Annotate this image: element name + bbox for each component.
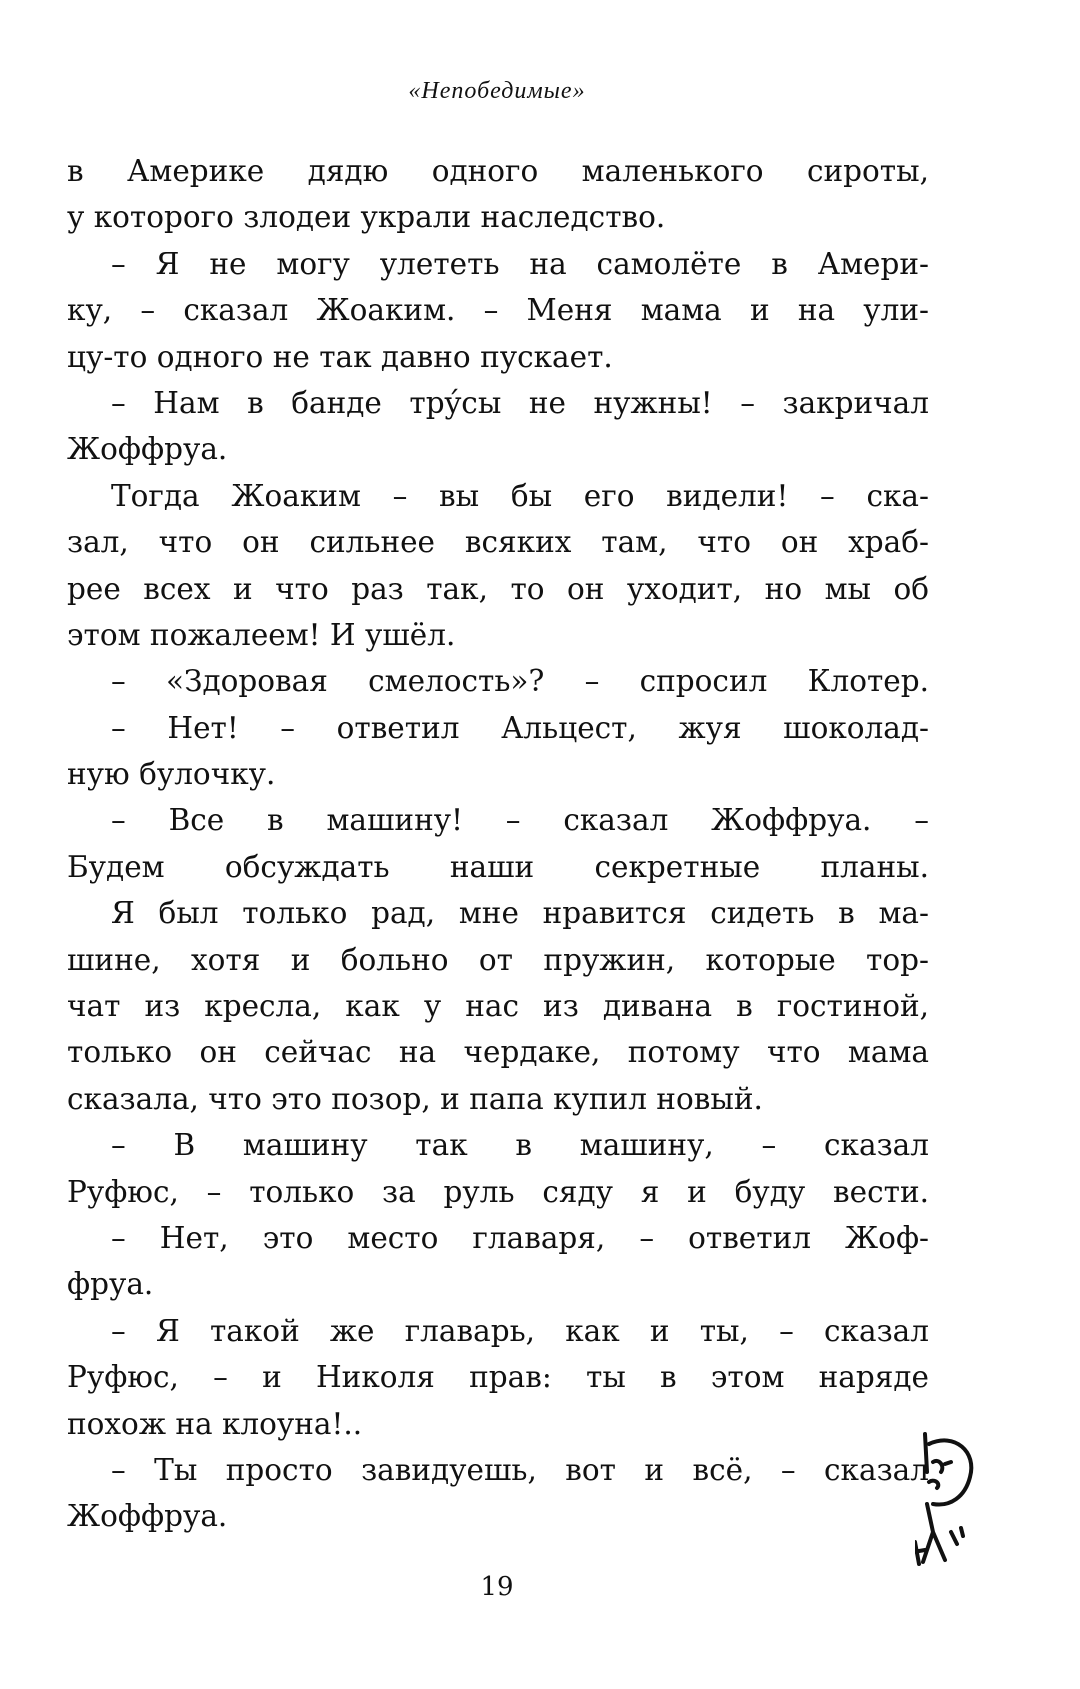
- text-line: Жоффруа.: [67, 432, 228, 467]
- text-line: сказала, что это позор, и папа купил новый.: [67, 1081, 763, 1116]
- text-line: – «Здоровая смелость»? – спросил Клотер.: [111, 664, 929, 699]
- text-line: ную булочку.: [67, 757, 276, 792]
- text-line: в Америке дядю одного маленького сироты,: [67, 154, 929, 188]
- text-line: – Нам в банде трýсы не нужны! – закричал: [111, 385, 929, 420]
- text-line: только он сейчас на чердаке, потому что мама: [67, 1035, 929, 1070]
- text-line: рее всех и что раз так, то он уходит, но мы об: [67, 571, 929, 606]
- text-line: ку, – сказал Жоаким. – Меня мама и на ули-: [67, 293, 929, 328]
- text-line: Я был только рад, мне нравится сидеть в ма-: [111, 896, 929, 931]
- body-text: [67, 148, 929, 1540]
- text-line: Будем обсуждать наши секретные планы.: [67, 849, 929, 884]
- text-line: фруа.: [67, 1267, 154, 1302]
- text-line: Жоффруа.: [67, 1499, 228, 1534]
- illustration-sketch: [915, 1432, 1035, 1572]
- text-line: зал, что он сильнее всяких там, что он храб-: [67, 525, 929, 560]
- running-header: «Непобедимые»: [408, 78, 586, 104]
- text-line: – Все в машину! – сказал Жоффруа. –: [111, 803, 929, 838]
- text-line: – Ты просто завидуешь, вот и всё, – сказал: [111, 1452, 929, 1487]
- text-line: Тогда Жоаким – вы бы его видели! – ска-: [111, 478, 929, 513]
- text-line: – Нет! – ответил Альцест, жуя шоколад-: [111, 710, 929, 745]
- text-line: – Нет, это место главаря, – ответил Жоф-: [111, 1220, 929, 1255]
- page-number: 19: [480, 1572, 514, 1602]
- text-line: шине, хотя и больно от пружин, которые тор-: [67, 942, 929, 977]
- text-line: чат из кресла, как у нас из дивана в гостиной,: [67, 989, 929, 1024]
- text-line: – Я такой же главарь, как и ты, – сказал: [111, 1313, 929, 1348]
- text-line: похож на клоуна!..: [67, 1406, 363, 1441]
- text-line: – В машину так в машину, – сказал: [111, 1128, 929, 1163]
- text-line: цу-то одного не так давно пускает.: [67, 339, 613, 374]
- text-line: Руфюс, – только за руль сяду я и буду вести.: [67, 1174, 929, 1209]
- text-line: у которого злодеи украли наследство.: [67, 200, 666, 235]
- text-line: Руфюс, – и Николя прав: ты в этом наряде: [67, 1360, 929, 1395]
- text-line: – Я не могу улететь на самолёте в Амери-: [111, 246, 929, 281]
- text-line: этом пожалеем! И ушёл.: [67, 617, 456, 652]
